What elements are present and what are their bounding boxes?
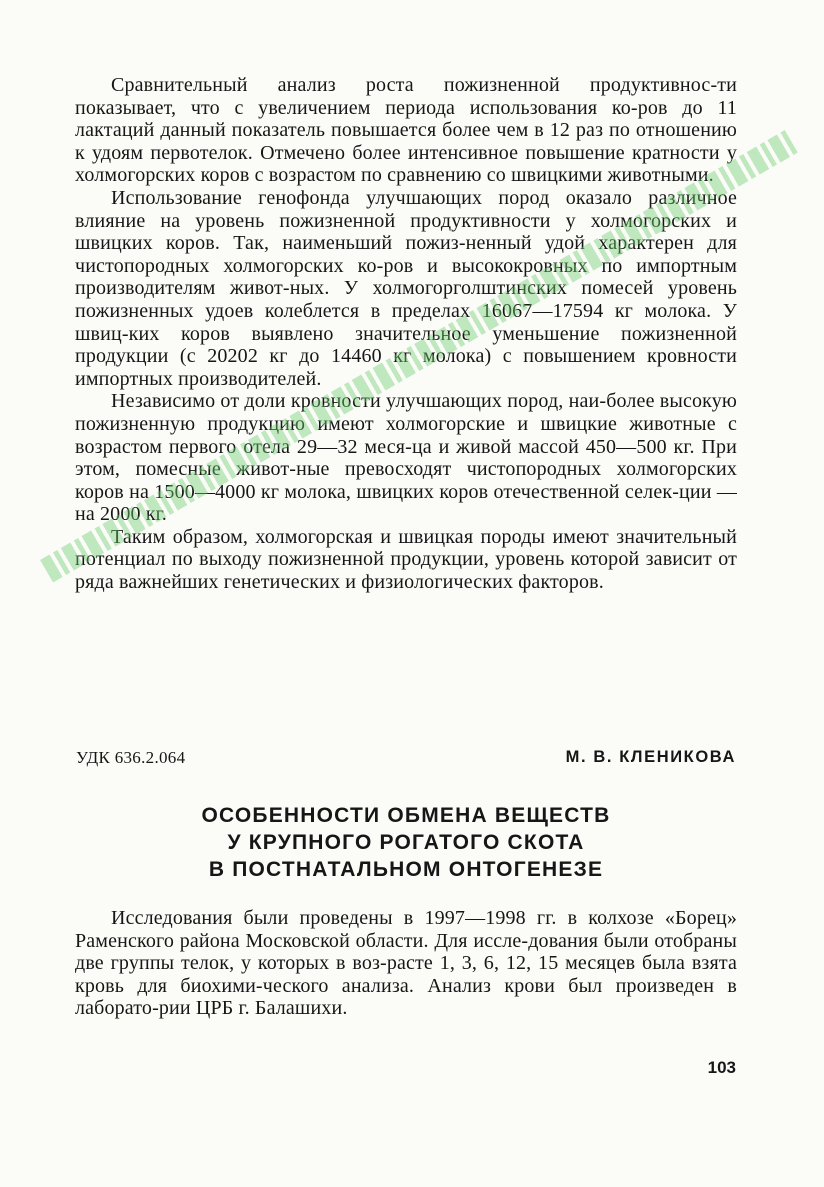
title-line-1: ОСОБЕННОСТИ ОБМЕНА ВЕЩЕСТВ bbox=[201, 804, 611, 827]
paragraph-4: Таким образом, холмогорская и швицкая породы имеют значительный потенциал по выходу пожизненной продукции, уровень которой зависит от ряда важнейших генетических и физиологических факторов. bbox=[75, 525, 737, 594]
paragraph-1: Сравнительный анализ роста пожизненной продуктивнос-ти показывает, что с увеличением периода использования ко-ров до 11 лактаций данный показатель повышается более чем в 12 раз по отношению к удоям первотелок. Отмечено более интенсивное повышение кратности у холмогорских коров с возрастом по сравнению со швицкими животными. bbox=[75, 74, 737, 187]
article-author: М. В. КЛЕНИКОВА bbox=[565, 748, 736, 766]
previous-article-conclusion bbox=[75, 74, 737, 594]
paragraph-2: Использование генофонда улучшающих пород оказало различное влияние на уровень пожизненной продуктивности у холмогорских и швицких коров. Так, наименьший пожиз-ненный удой характерен для чистопородных холмогорских ко-ров и высококровных по импортным производителям живот-ных. У холмогорголштинских помесей уровень пожизненных удоев колеблется в пределах 16067—17594 кг молока. У швиц-ких коров выявлено значительное уменьшение пожизненной продукции (с 20202 кг до 14460 кг молока) с повышением кровности импортных производителей. bbox=[75, 186, 737, 390]
article-body bbox=[75, 907, 737, 1020]
udc-code: УДК 636.2.064 bbox=[76, 748, 186, 767]
article-title bbox=[75, 802, 737, 883]
title-line-2: У КРУПНОГО РОГАТОГО СКОТА bbox=[227, 831, 585, 854]
paragraph-3: Независимо от доли кровности улучшающих пород, наи-более высокую пожизненную продукцию имеют холмогорские и швицкие животные с возрастом первого отела 29—32 меся-ца и живой массой 450—500 кг. При этом, помесные живот-ные превосходят чистопородных холмогорских коров на 1500—4000 кг молока, швицких коров отечественной селек-ции — на 2000 кг. bbox=[75, 390, 737, 526]
page-number: 103 bbox=[707, 1058, 736, 1077]
title-line-3: В ПОСТНАТАЛЬНОМ ОНТОГЕНЕЗЕ bbox=[208, 858, 604, 881]
body-paragraph-1: Исследования были проведены в 1997—1998 гг. в колхозе «Борец» Раменского района Московской области. Для иссле-дования были отобраны две группы телок, у которых в воз-расте 1, 3, 6, 12, 15 месяцев была взята кровь для биохими-ческого анализа. Анализ крови был произведен в лаборато-рии ЦРБ г. Балашихи. bbox=[75, 907, 737, 1020]
